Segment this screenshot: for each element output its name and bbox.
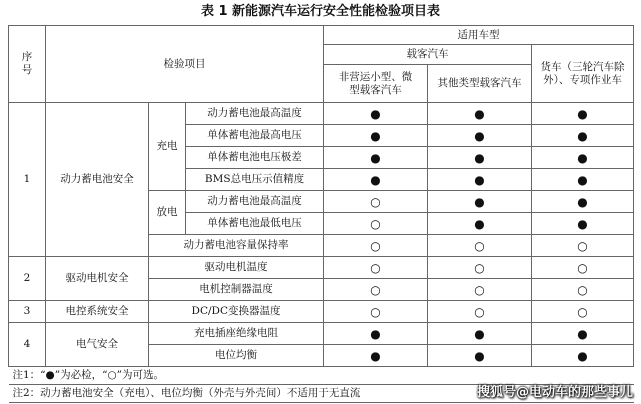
row-label: BMS总电压示值精度	[186, 169, 324, 191]
mark: ○	[324, 257, 428, 279]
mark: ○	[428, 257, 532, 279]
mark: ●	[532, 169, 634, 191]
row-label: 单体蓄电池最低电压	[186, 213, 324, 235]
header-seq: 序 号	[9, 26, 46, 103]
table-title: 表 1 新能源汽车运行安全性能检验项目表	[200, 4, 441, 19]
mark: ●	[532, 323, 634, 345]
mark: ○	[324, 301, 428, 323]
section-3-no: 3	[9, 301, 46, 323]
row-label: DC/DC变换器温度	[149, 301, 324, 323]
mark: ○	[532, 279, 634, 301]
row-label: 单体蓄电池电压极差	[186, 147, 324, 169]
note-1: 注1：“●”为必检，“○”为可选。	[9, 367, 634, 385]
row-label: 电机控制器温度	[149, 279, 324, 301]
mark: ●	[324, 103, 428, 125]
mark: ●	[324, 345, 428, 367]
mark: ●	[324, 169, 428, 191]
section-1-no: 1	[9, 103, 46, 257]
mark: ○	[428, 235, 532, 257]
mark: ●	[532, 213, 634, 235]
mark: ●	[324, 125, 428, 147]
section-4-no: 4	[9, 323, 46, 367]
row-label: 驱动电机温度	[149, 257, 324, 279]
header-passenger: 载客汽车	[324, 45, 532, 65]
section-2-name: 驱动电机安全	[46, 257, 149, 301]
section-1-discharge: 放电	[149, 191, 186, 235]
row-label: 单体蓄电池最高电压	[186, 125, 324, 147]
mark: ●	[532, 125, 634, 147]
mark: ●	[428, 125, 532, 147]
mark: ●	[428, 213, 532, 235]
mark: ●	[532, 191, 634, 213]
mark: ●	[428, 345, 532, 367]
mark: ○	[532, 301, 634, 323]
inspection-table	[8, 25, 634, 403]
mark: ○	[428, 301, 532, 323]
mark: ●	[428, 323, 532, 345]
header-col1: 非营运小型、微型载客汽车	[324, 65, 428, 103]
section-1-charge: 充电	[149, 103, 186, 191]
row-label: 动力蓄电池最高温度	[186, 103, 324, 125]
section-4-name: 电气安全	[46, 323, 149, 367]
mark: ●	[428, 191, 532, 213]
header-item: 检验项目	[46, 26, 324, 103]
mark: ●	[532, 103, 634, 125]
mark: ○	[324, 279, 428, 301]
section-2-no: 2	[9, 257, 46, 301]
row-label: 动力蓄电池最高温度	[186, 191, 324, 213]
header-applicable: 适用车型	[324, 26, 634, 45]
mark: ○	[428, 279, 532, 301]
mark: ●	[428, 103, 532, 125]
watermark: 搜狐号@电动车的那些事儿	[476, 385, 633, 400]
row-label: 动力蓄电池容量保持率	[149, 235, 324, 257]
mark: ●	[428, 147, 532, 169]
mark: ●	[428, 169, 532, 191]
mark: ●	[324, 323, 428, 345]
mark: ○	[324, 235, 428, 257]
note-2: 注2：动力蓄电池安全（充电）、电位均衡（外壳与外壳间）不适用于无直流	[9, 385, 634, 403]
mark: ●	[324, 147, 428, 169]
mark: ●	[532, 345, 634, 367]
section-3-name: 电控系统安全	[46, 301, 149, 323]
header-col3: 货车（三轮汽车除外）、专项作业车	[532, 45, 634, 103]
section-1-name: 动力蓄电池安全	[46, 103, 149, 257]
mark: ○	[324, 191, 428, 213]
row-label: 电位均衡	[149, 345, 324, 367]
header-col2: 其他类型载客汽车	[428, 65, 532, 103]
mark: ○	[532, 257, 634, 279]
mark: ○	[324, 213, 428, 235]
row-label: 充电插座绝缘电阻	[149, 323, 324, 345]
mark: ●	[532, 147, 634, 169]
mark: ○	[532, 235, 634, 257]
